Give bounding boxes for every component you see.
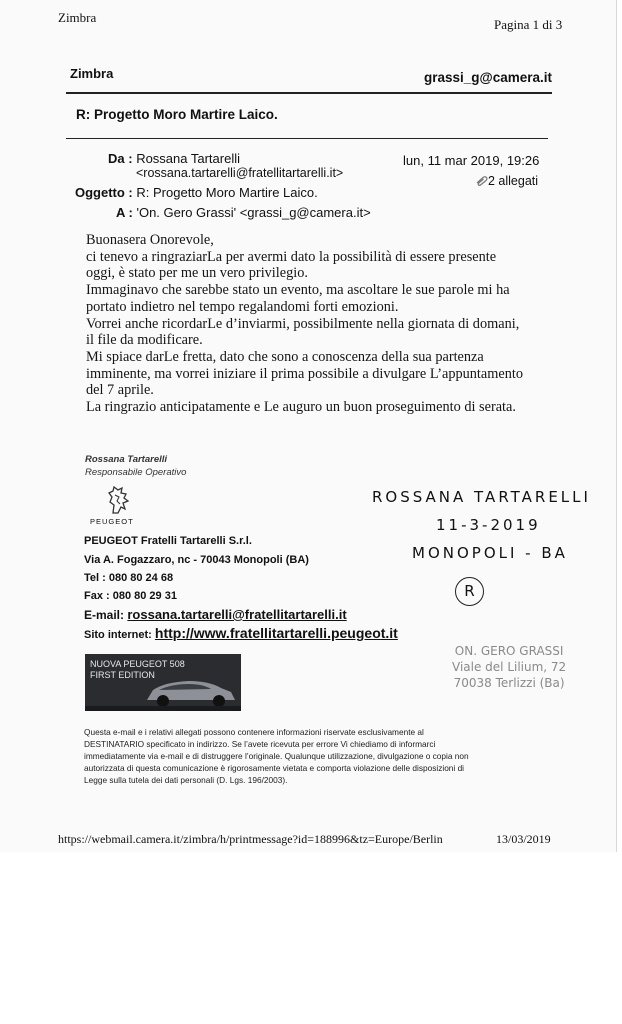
address-stamp xyxy=(452,643,566,691)
to-row xyxy=(116,205,371,220)
legal-disclaimer xyxy=(84,726,524,786)
page-number: Pagina 1 di 3 xyxy=(494,17,563,32)
company-brand: PEUGEOT xyxy=(84,535,138,547)
to-value[interactable]: 'On. Gero Grassi' <grassi_g@camera.it> xyxy=(136,205,371,220)
stamp-line1: ON. GERO GRASSI xyxy=(454,644,564,658)
disclaimer-line: immediatamente via e-mail e di distruggere l’originale. Qualunque utilizzazione, divulgazione o copia non xyxy=(84,751,469,761)
body-line: Immaginavo che sarebbe stato un evento, ma ascoltare le sue parole mi ha xyxy=(86,282,510,299)
subject-label: Oggetto : xyxy=(75,185,133,200)
company-name: Fratelli Tartarelli S.r.l. xyxy=(140,535,252,547)
promo-line2: FIRST EDITION xyxy=(90,670,155,680)
stamp-line2: Viale del Lilium, 72 xyxy=(452,660,567,674)
page-header-left: Zimbra xyxy=(58,10,97,25)
body-line: portato indietro nel tempo regalandomi forti emozioni. xyxy=(86,298,399,315)
to-label: A : xyxy=(116,205,133,220)
email-row xyxy=(84,607,347,622)
company-line xyxy=(84,535,252,547)
site-label: Sito internet: xyxy=(84,629,152,641)
email-link[interactable]: rossana.tartarelli@fratellitartarelli.it xyxy=(127,607,347,622)
subject-row xyxy=(75,185,318,200)
footer-date: 13/03/2019 xyxy=(496,832,551,846)
body-line: Mi spiace darLe fretta, dato che sono a conoscenza della sua partenza xyxy=(86,348,484,365)
account-email: grassi_g@camera.it xyxy=(424,70,552,85)
attachments-count: 2 allegati xyxy=(488,174,539,188)
disclaimer-line: Legge sulla tutela dei dati personali (D. Lgs. 196/2003). xyxy=(84,775,288,785)
email-label: E-mail: xyxy=(84,608,125,622)
from-label: Da : xyxy=(108,151,133,166)
message-date: lun, 11 mar 2019, 19:26 xyxy=(403,153,540,168)
promo-line1: NUOVA PEUGEOT 508 xyxy=(90,659,185,669)
disclaimer-line: DESTINATARIO specificato in indirizzo. Se l’avete ricevuta per errore Vi chiediamo di informarci xyxy=(84,739,436,749)
disclaimer-line: autorizzata di questa comunicazione è rigorosamente vietata e comporta violazione delle disposizioni di xyxy=(84,763,465,773)
body-line: Buonasera Onorevole, xyxy=(86,232,214,248)
handwritten-city: MONOPOLI - BA xyxy=(412,544,568,562)
body-line: oggi, è stato per me un vero privilegio. xyxy=(86,265,308,282)
signature-name: Rossana Tartarelli xyxy=(85,454,168,465)
body-line: il file da modificare. xyxy=(86,332,203,349)
message-body xyxy=(86,232,536,416)
footer-url: https://webmail.camera.it/zimbra/h/printmessage?id=188996&tz=Europe/Berlin xyxy=(58,832,443,846)
body-line: La ringrazio anticipatamente e Le auguro un buon proseguimento di serata. xyxy=(86,399,516,416)
body-line: ci tenevo a ringraziarLa per avermi dato la possibilità di essere presente xyxy=(86,248,497,265)
handwritten-circled-letter: R xyxy=(455,577,484,606)
body-line: imminente, ma vorrei iniziare il prima possibile a divulgare L’appuntamento xyxy=(86,365,523,382)
company-address: Via A. Fogazzaro, nc - 70043 Monopoli (BA) xyxy=(84,554,309,566)
peugeot-lion-logo xyxy=(104,485,134,520)
paperclip-icon xyxy=(475,175,488,189)
body-line: del 7 aprile. xyxy=(86,382,154,399)
site-row xyxy=(84,625,398,641)
from-row xyxy=(108,151,240,166)
subject-title: R: Progetto Moro Martire Laico. xyxy=(76,107,278,122)
disclaimer-line: Questa e-mail e i relativi allegati possono contenere informazioni riservate esclusivamente al xyxy=(84,727,424,737)
company-tel: Tel : 080 80 24 68 xyxy=(84,572,174,584)
subject-value: R: Progetto Moro Martire Laico. xyxy=(136,185,318,200)
from-name: Rossana Tartarelli xyxy=(136,151,240,166)
site-link[interactable]: http://www.fratellitartarelli.peugeot.it xyxy=(154,625,398,641)
signature-role: Responsabile Operativo xyxy=(85,467,187,478)
header-divider xyxy=(66,92,552,94)
handwritten-name: ROSSANA TARTARELLI xyxy=(372,488,591,506)
car-image xyxy=(85,654,241,711)
body-line: Vorrei anche ricordarLe d’inviarmi, possibilmente nella giornata di domani, xyxy=(86,315,520,332)
handwritten-date: 11-3-2019 xyxy=(436,516,541,534)
promo-banner[interactable] xyxy=(85,654,241,711)
from-email[interactable]: <rossana.tartarelli@fratellitartarelli.it> xyxy=(136,166,344,180)
subject-divider xyxy=(66,138,548,139)
stamp-line3: 70038 Terlizzi (Ba) xyxy=(453,676,565,690)
logo-text: PEUGEOT xyxy=(90,517,134,526)
mail-app-name: Zimbra xyxy=(70,66,114,81)
company-fax: Fax : 080 80 29 31 xyxy=(84,590,177,602)
attachments-info[interactable] xyxy=(475,174,538,189)
